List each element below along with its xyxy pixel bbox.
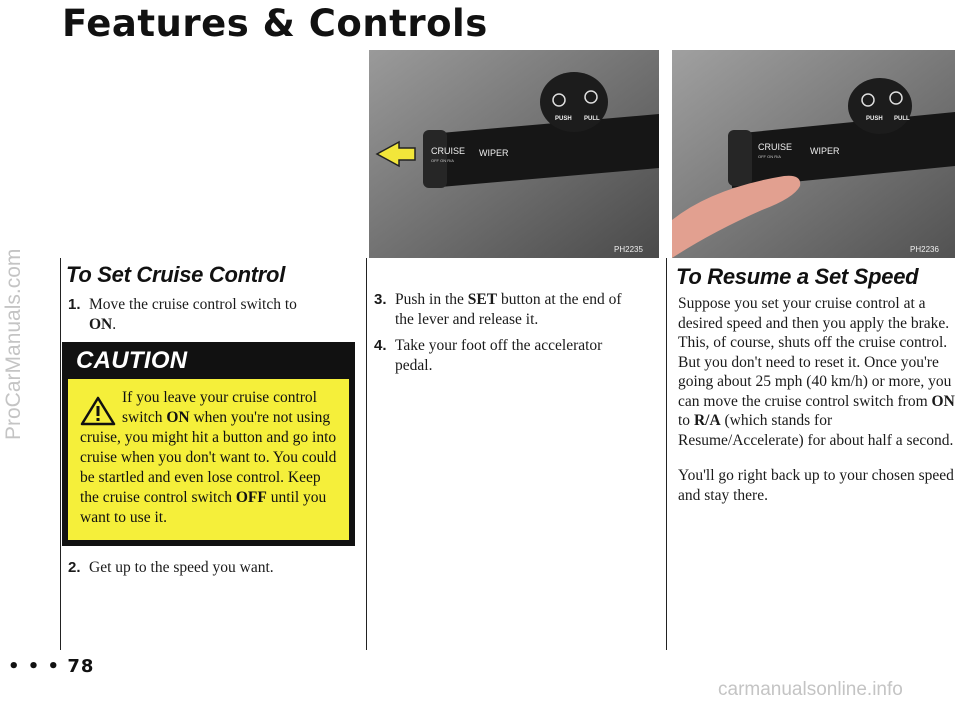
caution-title: CAUTION: [76, 347, 188, 374]
page-number: [8, 656, 94, 677]
photo2-code: PH2236: [910, 245, 939, 254]
photo1-cruise-label: CRUISE: [431, 146, 466, 156]
step-2-number: 2.: [68, 559, 81, 576]
step-2-text: Get up to the speed you want.: [89, 559, 274, 576]
caution-box: [62, 342, 355, 546]
step-1-text: Move the cruise control switch to: [89, 296, 297, 313]
right-column-rule: [666, 258, 667, 650]
caution-on: ON: [166, 409, 190, 426]
left-column-rule: [60, 258, 61, 650]
step-3: 3. Push in the SET button at the end of the lever and release it.: [374, 291, 622, 328]
photo1-code: PH2235: [614, 245, 643, 254]
step-2: [68, 558, 360, 578]
page-title: Features & Controls: [62, 2, 488, 45]
set-button-label: SET: [467, 291, 498, 308]
warning-triangle-icon: [80, 396, 116, 426]
photo2-knob-pull: PULL: [894, 116, 910, 122]
photo2-wiper-label: WIPER: [810, 146, 840, 156]
resume-paragraph-1: Suppose you set your cruise control at a desired speed and then you apply the brake. This, of course, shuts off the cruise control. But you don't need to reset it. Once you're going about 25 mph (40 km/h) or more, you can move the cruise control switch from ON to R/A (which stands for Resume/Accelerate) for about half a second.: [678, 295, 955, 449]
middle-column-rule: [366, 258, 367, 650]
step-4-number: 4.: [374, 337, 387, 354]
heading-set-cruise: To Set Cruise Control: [66, 262, 286, 287]
caution-body: If you leave your cruise control switch ON when you're not using cruise, you might hit a button and go into cruise when you don't want to. You could be startled and even lose control. Keep the cruise control switch OFF until you want to use it.: [68, 379, 349, 540]
photo2-cruise-label: CRUISE: [758, 142, 793, 152]
caution-off: OFF: [235, 489, 267, 506]
photo1-knob-push: PUSH: [555, 116, 572, 122]
photo1-wiper-label: WIPER: [479, 148, 509, 158]
page-dots: • • •: [8, 656, 61, 677]
resume-on: ON: [931, 392, 955, 410]
step-4: 4. Take your foot off the accelerator pedal.: [374, 337, 603, 374]
photo-cruise-lever-arrow: [369, 50, 659, 258]
step-1-number: 1.: [68, 296, 81, 313]
photo-finger-on-switch: [672, 50, 955, 258]
side-watermark: ProCarManuals.com: [2, 248, 25, 440]
resume-paragraph-2: You'll go right back up to your chosen speed and stay there.: [678, 467, 954, 504]
resume-ra: R/A: [693, 412, 721, 429]
photo1-positions: OFF ON R/A: [431, 158, 454, 163]
photo2-knob-push: PUSH: [866, 116, 883, 122]
step-1-bold: ON: [89, 316, 113, 333]
bottom-watermark: carmanualsonline.info: [718, 679, 903, 700]
photo2-positions: OFF ON R/A: [758, 154, 781, 159]
step-3-number: 3.: [374, 291, 387, 308]
step-1: 1. Move the cruise control switch to ON.: [68, 296, 297, 333]
heading-resume-speed: To Resume a Set Speed: [676, 264, 919, 289]
page-number-value: 78: [67, 656, 95, 677]
photo1-knob-pull: PULL: [584, 116, 600, 122]
